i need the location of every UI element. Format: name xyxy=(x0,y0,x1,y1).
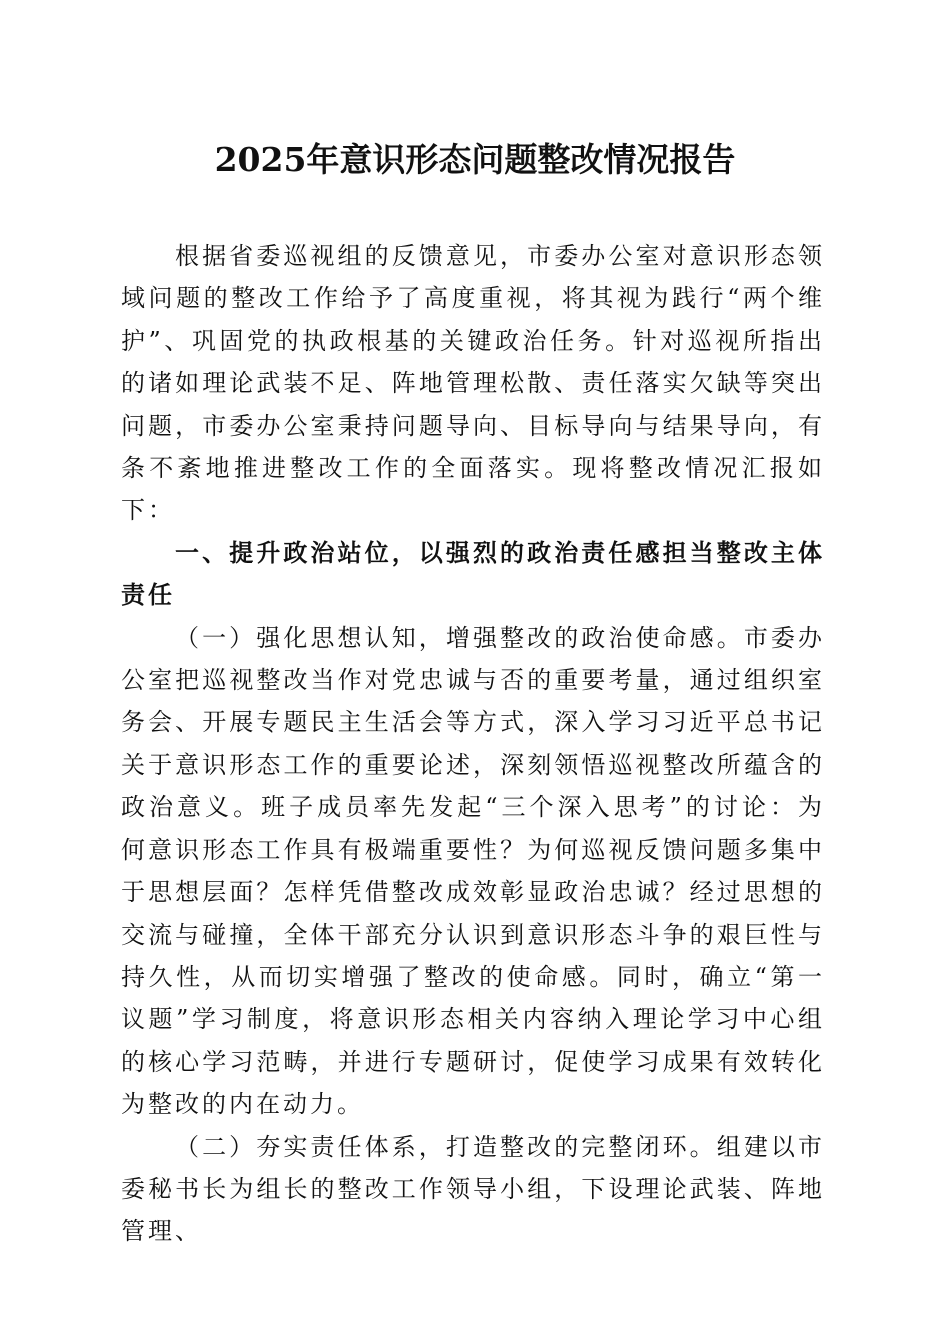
subsection-2-paragraph xyxy=(121,1126,825,1253)
subsection-2-lead: （二）夯实责任体系，打造整改的完整闭环。 xyxy=(175,1132,717,1161)
subsection-1-lead: （一）强化思想认知，增强整改的政治使命感。 xyxy=(175,623,744,652)
subsection-1-paragraph xyxy=(121,617,825,1126)
subsection-1-text: 市委办公室把巡视整改当作对党忠诚与否的重要考量，通过组织室务会、开展专题民主生活会等方式，深入学习习近平总书记关于意识形态工作的重要论述，深刻领悟巡视整改所蕴含的政治意义。班子成员率先发起“三个深入思考”的讨论：为何意识形态工作具有极端重要性？为何巡视反馈问题多集中于思想层面？怎样凭借整改成效彰显政治忠诚？经过思想的交流与碰撞，全体干部充分认识到意识形态斗争的艰巨性与持久性，从而切实增强了整改的使命感。同时，确立“第一议题”学习制度，将意识形态相关内容纳入理论学习中心组的核心学习范畴，并进行专题研讨，促使学习成果有效转化为整改的内在动力。 xyxy=(121,623,826,1119)
intro-paragraph: 根据省委巡视组的反馈意见，市委办公室对意识形态领域问题的整改工作给予了高度重视，将其视为践行“两个维护”、巩固党的执政根基的关键政治任务。针对巡视所指出的诸如理论武装不足、阵地管理松散、责任落实欠缺等突出问题，市委办公室秉持问题导向、目标导向与结果导向，有条不紊地推进整改工作的全面落实。现将整改情况汇报如下： xyxy=(121,242,825,525)
subsection-2-text: 组建以市委秘书长为组长的整改工作领导小组，下设理论武装、阵地管理、 xyxy=(121,1132,826,1246)
document-title: 2025年意识形态问题整改情况报告 xyxy=(214,140,736,179)
section-1-heading: 一、提升政治站位，以强烈的政治责任感担当整改主体责任 xyxy=(121,537,825,610)
document-body xyxy=(121,235,825,1253)
